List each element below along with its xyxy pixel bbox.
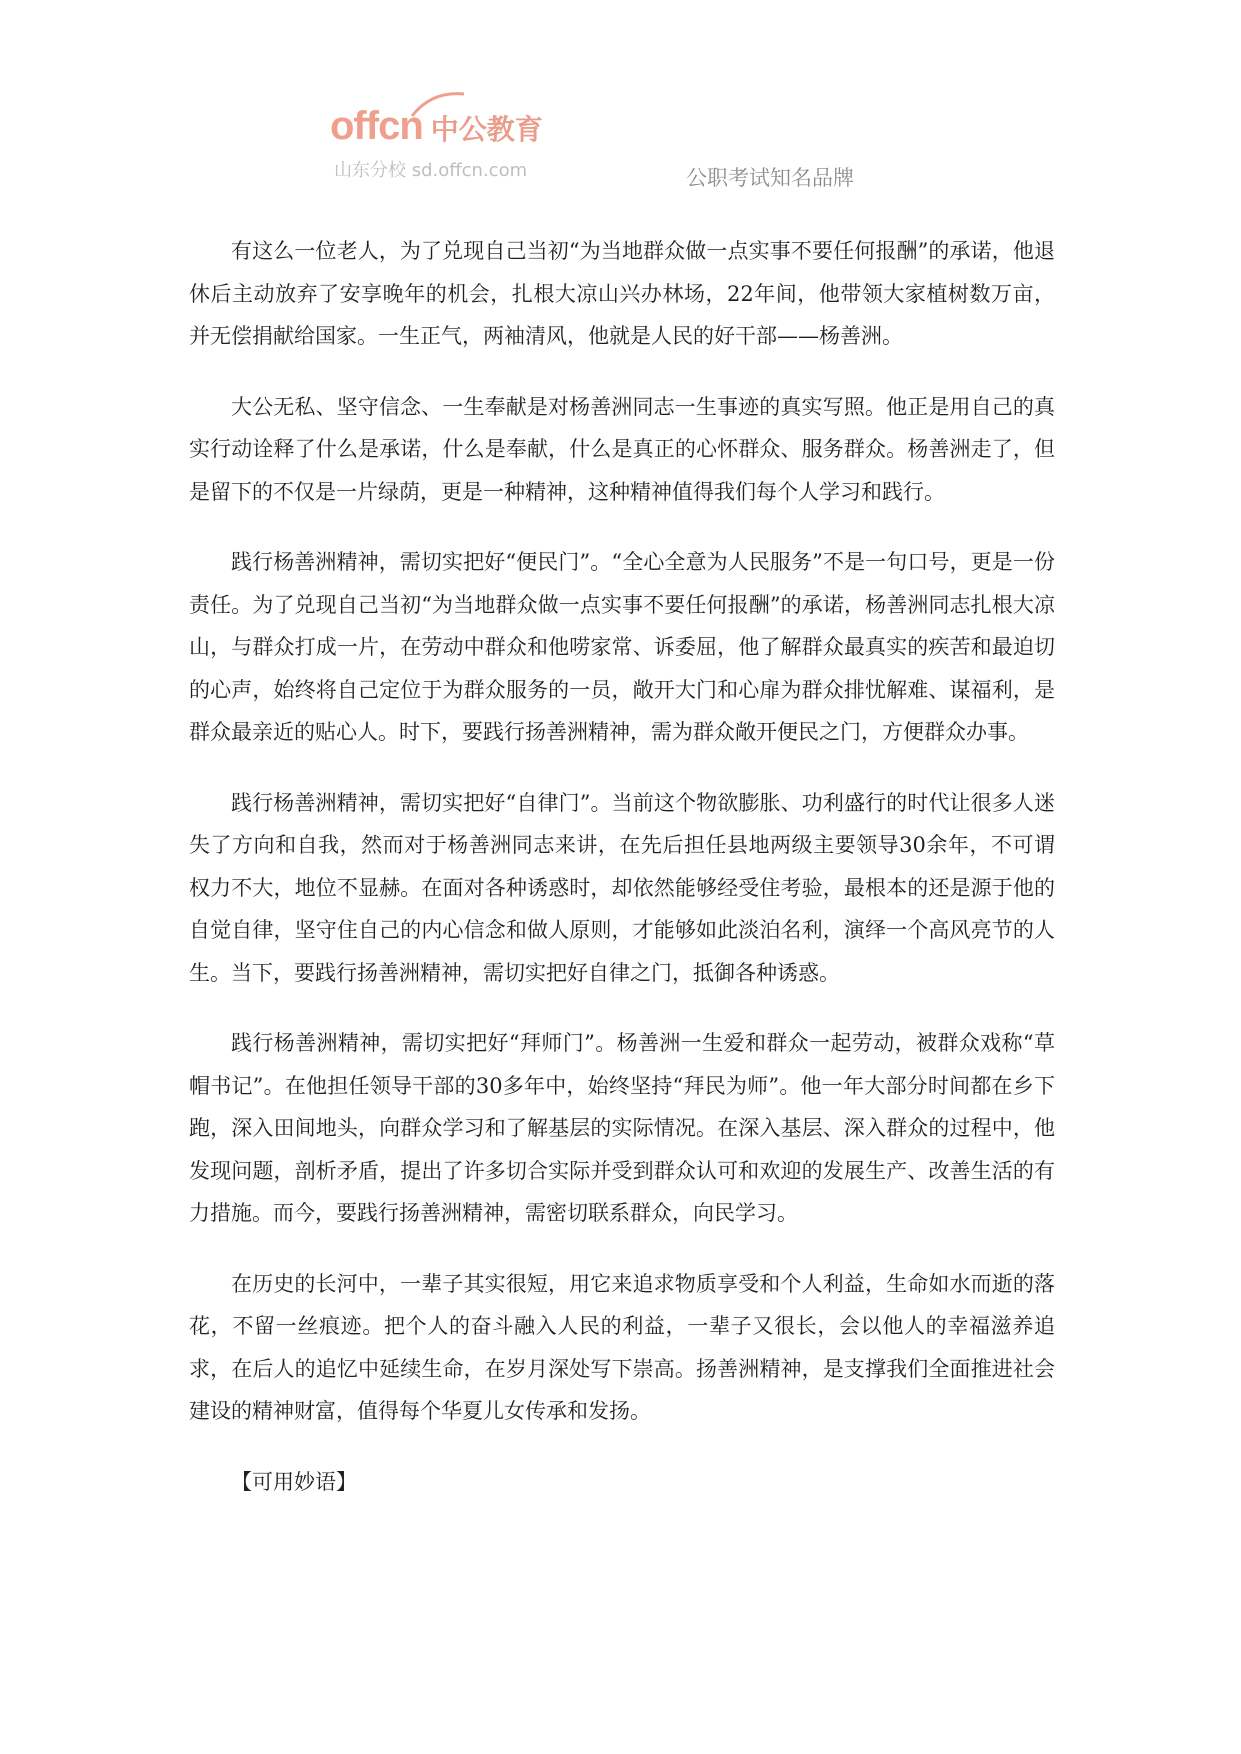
article-body [189, 230, 1055, 1531]
paragraph-convenience-door: 践行杨善洲精神，需切实把好“便民门”。“全心全意为人民服务”不是一句口号，更是一份责任。为了兑现自己当初“为当地群众做一点实事不要任何报酬”的承诺，杨善洲同志扎根大凉山，与群众打成一片，在劳动中群众和他唠家常、诉委屈，他了解群众最真实的疾苦和最迫切的心声，始终将自己定位于为群众服务的一员，敞开大门和心扉为群众排忧解难、谋福利，是群众最亲近的贴心人。时下，要践行扬善洲精神，需为群众敞开便民之门，方便群众办事。 [189, 550, 1055, 744]
section-tag: 【可用妙语】 [231, 1469, 357, 1494]
brand-slogan: 公职考试知名品牌 [686, 166, 854, 190]
paragraph-conclusion: 在历史的长河中，一辈子其实很短，用它来追求物质享受和个人利益，生命如水而逝的落花，不留一丝痕迹。把个人的奋斗融入人民的利益，一辈子又很长，会以他人的幸福滋养追求，在后人的追忆中延续生命，在岁月深处写下崇高。扬善洲精神，是支撑我们全面推进社会建设的精神财富，值得每个华夏儿女传承和发扬。 [189, 1271, 1055, 1423]
logo-english-text: offcn [330, 104, 423, 148]
paragraph-self-discipline-door: 践行杨善洲精神，需切实把好“自律门”。当前这个物欲膨胀、功利盛行的时代让很多人迷失了方向和自我，然而对于杨善洲同志来讲，在先后担任县地两级主要领导30余年，不可谓权力不大，地位不显赫。在面对各种诱惑时，却依然能够经受住考验，最根本的还是源于他的自觉自律，坚守住自己的内心信念和做人原则，才能够如此淡泊名利，演绎一个高风亮节的人生。当下，要践行扬善洲精神，需切实把好自律之门，抵御各种诱惑。 [189, 790, 1055, 985]
paragraph-learning-door: 践行杨善洲精神，需切实把好“拜师门”。杨善洲一生爱和群众一起劳动，被群众戏称“草帽书记”。在他担任领导干部的30多年中，始终坚持“拜民为师”。他一年大部分时间都在乡下跑，深入田间地头，向群众学习和了解基层的实际情况。在深入基层、深入群众的过程中，他发现问题，剖析矛盾，提出了许多切合实际并受到群众认可和欢迎的发展生产、改善生活的有力措施。而今，要践行扬善洲精神，需密切联系群众，向民学习。 [189, 1031, 1055, 1225]
logo-chinese-text: 中公教育 [430, 113, 543, 146]
paragraph-summary: 大公无私、坚守信念、一生奉献是对杨善洲同志一生事迹的真实写照。他正是用自己的真实行动诠释了什么是承诺，什么是奉献，什么是真正的心怀群众、服务群众。杨善洲走了，但是留下的不仅是一片绿荫，更是一种精神，这种精神值得我们每个人学习和践行。 [189, 394, 1055, 504]
logo-branch-text: 山东分校 sd.offcn.com [334, 160, 528, 181]
paragraph-intro: 有这么一位老人，为了兑现自己当初“为当地群众做一点实事不要任何报酬”的承诺，他退休后主动放弃了安享晚年的机会，扎根大凉山兴办林场，22年间，他带领大家植树数万亩，并无偿捐献给国家。一生正气，两袖清风，他就是人民的好干部——杨善洲。 [189, 239, 1055, 348]
page-header [0, 0, 1241, 200]
logo-brand [330, 96, 543, 146]
offcn-logo [330, 96, 590, 186]
